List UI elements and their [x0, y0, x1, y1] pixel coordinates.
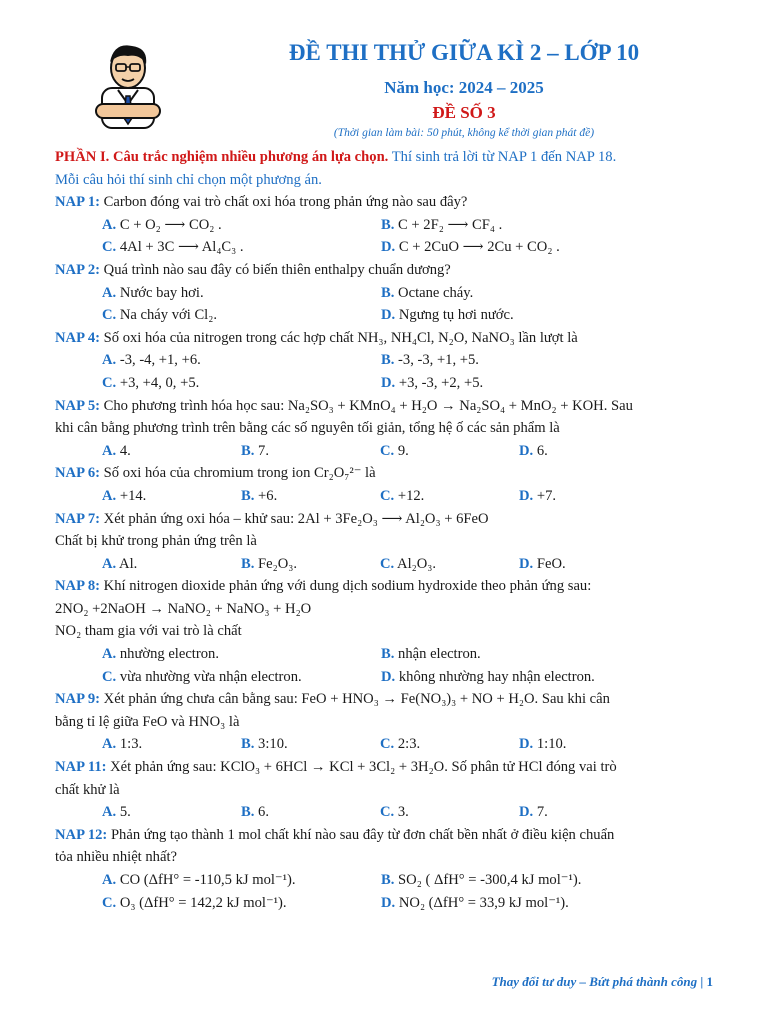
option-b: B. +6. — [241, 487, 278, 504]
option-c: C. O₃ (ΔfH° = 142,2 kJ mol⁻¹). — [102, 894, 287, 911]
question-9 — [55, 688, 715, 711]
option-b: B. Octane cháy. — [381, 284, 474, 301]
question-label: NAP 2: — [55, 261, 100, 278]
option-b: B. 3:10. — [241, 736, 288, 753]
question-label: NAP 4: — [55, 329, 100, 346]
section-instruction-2: Mỗi câu hỏi thí sinh chỉ chọn một phương án. — [55, 171, 322, 188]
question-text: Phản ứng tạo thành 1 mol chất khí nào sau đây từ đơn chất bền nhất ở điều kiện chuẩn — [107, 826, 615, 843]
options-row — [55, 349, 715, 372]
options-row — [55, 643, 715, 666]
option-b: B. Fe₂O₃. — [241, 555, 298, 572]
question-6 — [55, 462, 715, 485]
option-b: B. 6. — [241, 804, 269, 821]
question-label: NAP 7: — [55, 510, 100, 527]
option-d: D. NO₂ (ΔfH° = 33,9 kJ mol⁻¹). — [381, 894, 569, 911]
option-c: C. +12. — [380, 487, 425, 504]
options-row — [55, 801, 715, 824]
exam-title: ĐỀ THI THỬ GIỮA KÌ 2 – LỚP 10 — [288, 40, 640, 65]
option-a: A. 1:3. — [102, 736, 143, 753]
question-text: Số oxi hóa của chromium trong ion Cr₂O₇²⁻ là — [100, 465, 376, 482]
question-2 — [55, 259, 715, 282]
option-b: B. 7. — [241, 442, 269, 459]
page-footer — [492, 974, 713, 990]
school-year: Năm học: 2024 – 2025 — [384, 78, 544, 97]
option-c: C. 4Al + 3C ⟶ Al₄C₃ . — [102, 239, 244, 256]
section-instruction: Thí sinh trả lời từ NAP 1 đến NAP 18. — [388, 149, 617, 165]
option-d: D. 6. — [519, 442, 548, 459]
exam-number: ĐỀ SỐ 3 — [432, 103, 496, 122]
question-text: Xét phản ứng chưa cân bằng sau: FeO + HNO₃ → Fe(NO₃)₃ + NO + H₂O. Sau khi cân — [100, 691, 610, 708]
question-4 — [55, 327, 715, 350]
question-label: NAP 8: — [55, 578, 100, 595]
question-12 — [55, 824, 715, 847]
page-number: | 1 — [697, 974, 713, 989]
option-b: B. -3, -3, +1, +5. — [381, 352, 479, 369]
section-title: PHẦN I. Câu trắc nghiệm nhiều phương án lựa chọn. — [55, 149, 389, 165]
question-text-cont: tỏa nhiều nhiệt nhất? — [55, 849, 177, 866]
option-b: B. nhận electron. — [381, 646, 481, 663]
options-row — [55, 282, 715, 305]
option-a: A. CO (ΔfH° = -110,5 kJ mol⁻¹). — [102, 872, 296, 888]
option-d: D. +3, -3, +2, +5. — [381, 374, 484, 391]
question-11 — [55, 756, 715, 779]
question-label: NAP 12: — [55, 826, 108, 843]
footer-slogan: Thay đổi tư duy – Bứt phá thành công — [491, 974, 698, 989]
option-c: C. 2:3. — [380, 736, 421, 753]
question-label: NAP 9: — [55, 691, 100, 708]
question-text: Carbon đóng vai trò chất oxi hóa trong phản ứng nào sau đây? — [100, 194, 468, 211]
option-b: B. C + 2F₂ ⟶ CF₄ . — [381, 216, 503, 233]
question-text: Quá trình nào sau đây có biến thiên enthalpy chuẩn dương? — [100, 261, 451, 278]
option-a: A. -3, -4, +1, +6. — [102, 352, 201, 369]
question-text-cont: Chất bị khử trong phản ứng trên là — [55, 533, 257, 550]
question-1 — [55, 191, 715, 214]
question-text: Xét phản ứng oxi hóa – khử sau: 2Al + 3Fe₂O₃ ⟶ Al₂O₃ + 6FeO — [100, 510, 489, 527]
question-equation: 2NO₂ +2NaOH → NaNO₂ + NaNO₃ + H₂O — [55, 600, 312, 617]
option-c: C. +3, +4, 0, +5. — [102, 374, 200, 391]
option-a: A. 5. — [102, 804, 131, 821]
question-text: Xét phản ứng sau: KClO₃ + 6HCl → KCl + 3Cl₂ + 3H₂O. Số phân tử HCl đóng vai trò — [106, 759, 617, 776]
time-note: (Thời gian làm bài: 50 phút, không kể thời gian phát đề) — [333, 127, 595, 139]
option-a: A. 4. — [102, 442, 131, 459]
question-5 — [55, 395, 715, 418]
options-row — [55, 485, 715, 508]
question-text: Số oxi hóa của nitrogen trong các hợp chất NH₃, NH₄Cl, N₂O, NaNO₃ lần lượt là — [100, 329, 578, 346]
options-row — [55, 372, 715, 395]
question-text-cont: NO₂ tham gia với vai trò là chất — [55, 623, 242, 640]
option-d: D. 7. — [519, 804, 548, 821]
section-heading — [55, 146, 715, 169]
option-d: D. 1:10. — [519, 736, 567, 753]
question-8 — [55, 575, 715, 598]
question-label: NAP 6: — [55, 465, 100, 482]
options-row — [55, 892, 715, 915]
option-a: A. C + O₂ ⟶ CO₂ . — [102, 216, 222, 233]
exam-body — [55, 146, 715, 914]
option-c: C. 3. — [380, 804, 409, 821]
option-c: C. Na cháy với Cl₂. — [102, 307, 217, 324]
option-b: B. SO₂ ( ΔfH° = -300,4 kJ mol⁻¹). — [381, 872, 582, 888]
option-c: C. Al₂O₃. — [380, 555, 437, 572]
options-row — [55, 666, 715, 689]
option-d: D. +7. — [519, 487, 557, 504]
question-label: NAP 5: — [55, 397, 100, 414]
question-label: NAP 11: — [55, 759, 107, 776]
options-row — [55, 304, 715, 327]
options-row — [55, 733, 715, 756]
question-text-cont: bằng tỉ lệ giữa FeO và HNO₃ là — [55, 713, 240, 730]
option-d: D. không nhường hay nhận electron. — [381, 668, 595, 685]
option-a: A. Al. — [102, 555, 138, 572]
question-text: Khí nitrogen dioxide phản ứng với dung dịch sodium hydroxide theo phản ứng sau: — [100, 578, 592, 595]
option-d: D. C + 2CuO ⟶ 2Cu + CO₂ . — [381, 239, 560, 256]
option-c: C. vừa nhường vừa nhận electron. — [102, 668, 302, 685]
option-d: D. Ngưng tụ hơi nước. — [381, 307, 514, 324]
options-row — [55, 869, 715, 892]
question-text-cont: khi cân bằng phương trình trên bằng các số nguyên tối giản, tổng hệ ố các sản phẩm là — [55, 420, 560, 437]
options-row — [55, 553, 715, 576]
options-row — [55, 440, 715, 463]
question-text: Cho phương trình hóa học sau: Na₂SO₃ + KMnO₄ + H₂O → Na₂SO₄ + MnO₂ + KOH. Sau — [100, 397, 633, 414]
option-a: A. +14. — [102, 487, 147, 504]
option-d: D. FeO. — [519, 555, 566, 572]
option-a: A. nhường electron. — [102, 646, 219, 663]
question-label: NAP 1: — [55, 194, 100, 211]
options-row — [55, 214, 715, 237]
question-text-cont: chất khử là — [55, 781, 120, 798]
question-7 — [55, 508, 715, 531]
option-c: C. 9. — [380, 442, 409, 459]
option-a: A. Nước bay hơi. — [102, 284, 204, 301]
options-row — [55, 236, 715, 259]
